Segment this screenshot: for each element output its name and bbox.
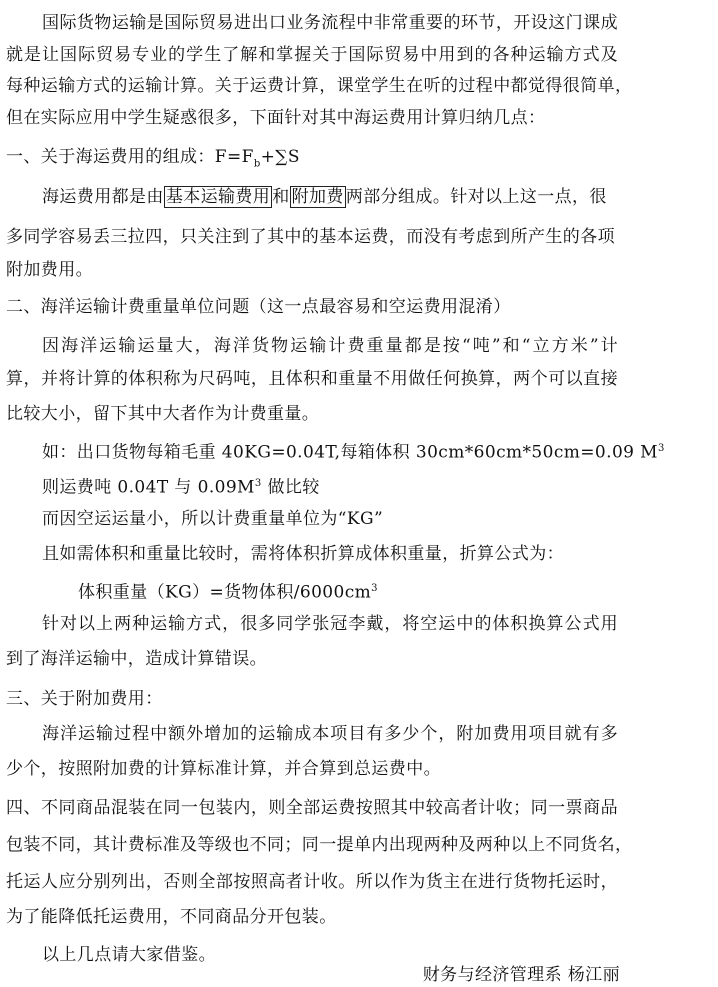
- example-line-2: [42, 473, 682, 499]
- section-1-text-c: 两部分组成。针对以上这一点，很: [345, 187, 607, 207]
- section-4-line-1: 四、不同商品混装在同一包装内，则全部运费按照其中较高者计收；同一票商品: [6, 798, 618, 818]
- section-3-heading: 三、关于附加费用：: [6, 689, 163, 709]
- example-2-post: 做比较: [261, 477, 320, 498]
- intro-line-2: 就是让国际贸易专业的学生了解和掌握关于国际贸易中用到的各种运输方式及: [6, 45, 618, 65]
- section-1-line-3: 附加费用。: [6, 260, 93, 280]
- section-4-line-3: 托运人应分别列出，否则全部按照高者计收。所以作为货主在进行货物托运时，: [6, 872, 618, 892]
- section-1-line-2: 多同学容易丢三拉四，只关注到了其中的基本运费，而没有考虑到所产生的各项: [6, 227, 615, 247]
- formula-subscript: b: [253, 158, 261, 170]
- section-2-line-1: 因海洋运输运量大，海洋货物运输计费重量都是按“吨”和“立方米”计: [42, 336, 618, 356]
- section-1-heading: [6, 146, 646, 175]
- section-4-line-2: 包装不同，其计费标准及等级也不同；同一提单内出现两种及两种以上不同货名，: [6, 835, 633, 855]
- air-unit-line: 而因空运运量小，所以计费重量单位为“KG”: [42, 509, 384, 529]
- example-line-1: [42, 438, 682, 464]
- formula-sum: +∑S: [260, 147, 300, 167]
- formula-text: 体积重量（KG）=货物体积/6000cm: [78, 582, 372, 603]
- example-2-sup: 3: [254, 478, 262, 489]
- intro-line-1: 国际货物运输是国际贸易进出口业务流程中非常重要的环节，开设这门课成: [42, 13, 618, 33]
- formula-line: [78, 578, 718, 604]
- intro-line-3: 每种运输方式的运输计算。关于运费计算，课堂学生在听的过程中都觉得很简单，: [6, 76, 633, 96]
- boxed-term-surcharge: 附加费: [291, 187, 344, 207]
- section-2-line-2: 算，并将计算的体积称为尺码吨，且体积和重量不用做任何换算，两个可以直接: [6, 369, 618, 389]
- note-line-2: 到了海洋运输中，造成计算错误。: [6, 649, 267, 669]
- section-3-line-1: 海洋运输过程中额外增加的运输成本项目有多少个，附加费用项目就有多: [42, 724, 618, 744]
- section-2-heading: 二、海洋运输计费重量单位问题（这一点最容易和空运费用混淆）: [6, 297, 511, 317]
- section-2-line-3: 比较大小，留下其中大者作为计费重量。: [6, 404, 320, 424]
- note-line-1: 针对以上两种运输方式，很多同学张冠李戴，将空运中的体积换算公式用: [42, 614, 618, 634]
- signature: 财务与经济管理系 杨江丽: [422, 965, 620, 985]
- intro-line-4: 但在实际应用中学生疑惑很多，下面针对其中海运费用计算归纳几点：: [6, 108, 546, 128]
- example-1-sup: 3: [657, 443, 665, 454]
- example-1-text: 如：出口货物每箱毛重 40KG=0.04T,每箱体积 30cm*60cm*50cm=0.09 M: [42, 442, 658, 463]
- boxed-term-basic-fee: 基本运输费用: [165, 187, 271, 207]
- closing-line: 以上几点请大家借鉴。: [42, 945, 216, 965]
- section-1-line-1: [42, 186, 682, 208]
- section-1-heading-text: 一、关于海运费用的组成：F=F: [6, 147, 254, 167]
- section-1-text-b: 和: [272, 187, 290, 207]
- section-1-text-a: 海运费用都是由: [42, 187, 164, 207]
- convert-line: 且如需体积和重量比较时，需将体积折算成体积重量，折算公式为：: [42, 544, 564, 564]
- example-2-text: 则运费吨 0.04T 与 0.09M: [42, 477, 255, 498]
- section-3-line-2: 少个，按照附加费的计算标准计算，并合算到总运费中。: [6, 759, 441, 779]
- section-4-line-4: 为了能降低托运费用，不同商品分开包装。: [6, 907, 337, 927]
- formula-sup: 3: [371, 583, 378, 594]
